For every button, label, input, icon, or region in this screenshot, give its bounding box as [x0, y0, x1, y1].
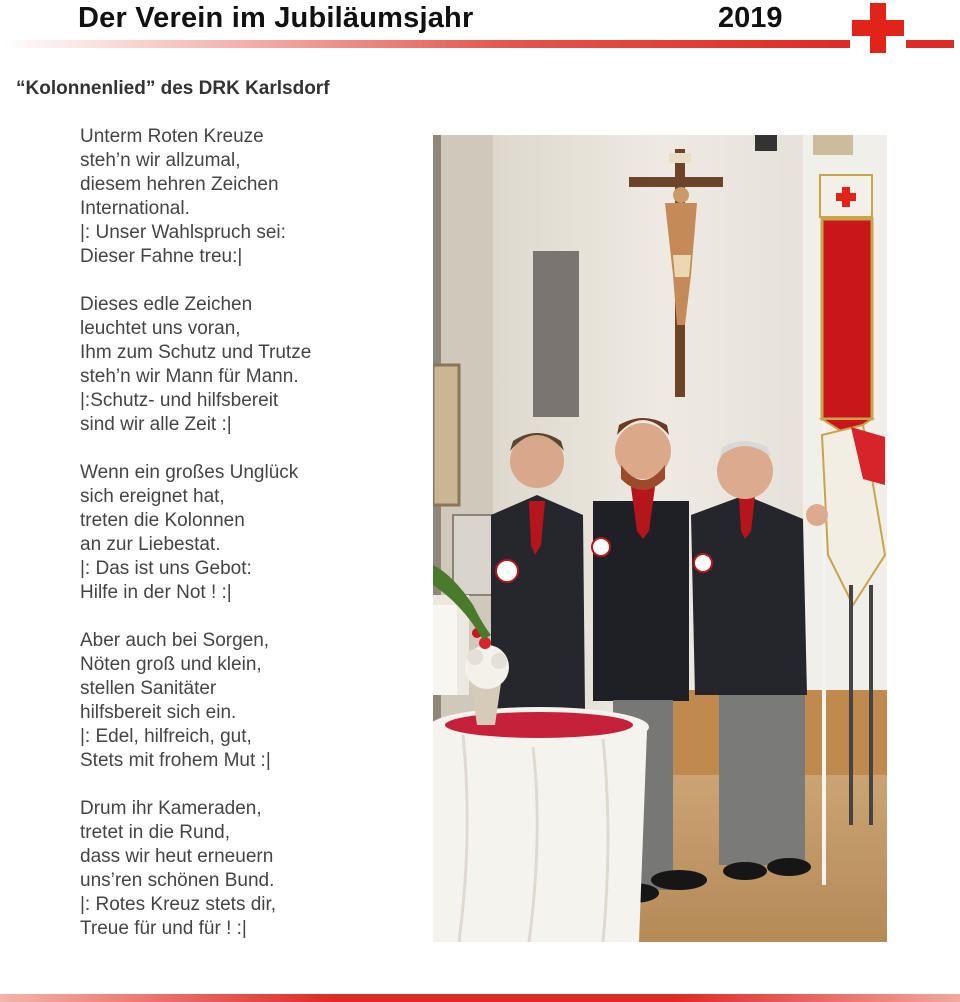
lyrics — [80, 125, 410, 965]
lyric-line: tretet in die Rund, — [80, 822, 230, 843]
stanza — [80, 461, 410, 605]
lyric-line: Unterm Roten Kreuze — [80, 126, 264, 147]
lyric-line: treten die Kolonnen — [80, 510, 245, 531]
lyric-line: Aber auch bei Sorgen, — [80, 630, 270, 651]
lyric-line: Dieser Fahne treu:| — [80, 246, 243, 267]
lyric-line: sich ereignet hat, — [80, 486, 225, 507]
page-title: Der Verein im Jubiläumsjahr — [78, 2, 474, 34]
header-rule-right — [906, 40, 954, 48]
lyric-line: steh’n wir allzumal, — [80, 150, 241, 171]
lyric-line: |: Rotes Kreuz stets dir, — [80, 894, 277, 915]
lyric-line: |: Unser Wahlspruch sei: — [80, 222, 286, 243]
lyric-line: Drum ihr Kameraden, — [80, 798, 262, 819]
song-title: “Kolonnenlied” des DRK Karlsdorf — [16, 78, 330, 99]
stanza — [80, 125, 410, 269]
stanza — [80, 293, 410, 437]
lyric-line: uns’ren schönen Bund. — [80, 870, 275, 891]
lyric-line: Hilfe in der Not ! :| — [80, 582, 232, 603]
lyric-line: |: Das ist uns Gebot: — [80, 558, 252, 579]
footer-rule — [0, 994, 960, 1002]
lyric-line: hilfsbereit sich ein. — [80, 702, 237, 723]
lyric-line: Stets mit frohem Mut :| — [80, 750, 271, 771]
lyric-line: |: Edel, hilfreich, gut, — [80, 726, 252, 747]
lyric-line: Dieses edle Zeichen — [80, 294, 253, 315]
lyric-line: International. — [80, 198, 190, 219]
lyric-line: steh’n wir Mann für Mann. — [80, 366, 299, 387]
lyric-line: |:Schutz- und hilfsbereit — [80, 390, 279, 411]
group-photo — [433, 135, 887, 942]
lyric-line: Ihm zum Schutz und Trutze — [80, 342, 312, 363]
lyric-line: Nöten groß und klein, — [80, 654, 262, 675]
lyric-line: sind wir alle Zeit :| — [80, 414, 232, 435]
stanza — [80, 797, 410, 941]
lyric-line: an zur Liebestat. — [80, 534, 221, 555]
lyric-line: dass wir heut erneuern — [80, 846, 274, 867]
header-rule — [0, 40, 850, 48]
lyric-line: Treue für und für ! :| — [80, 918, 247, 939]
lyric-line: Wenn ein großes Unglück — [80, 462, 299, 483]
header-year: 2019 — [718, 2, 783, 34]
lyric-line: leuchtet uns voran, — [80, 318, 241, 339]
lyric-line: diesem hehren Zeichen — [80, 174, 279, 195]
stanza — [80, 629, 410, 773]
red-cross-logo-icon — [852, 3, 904, 53]
lyric-line: stellen Sanitäter — [80, 678, 217, 699]
